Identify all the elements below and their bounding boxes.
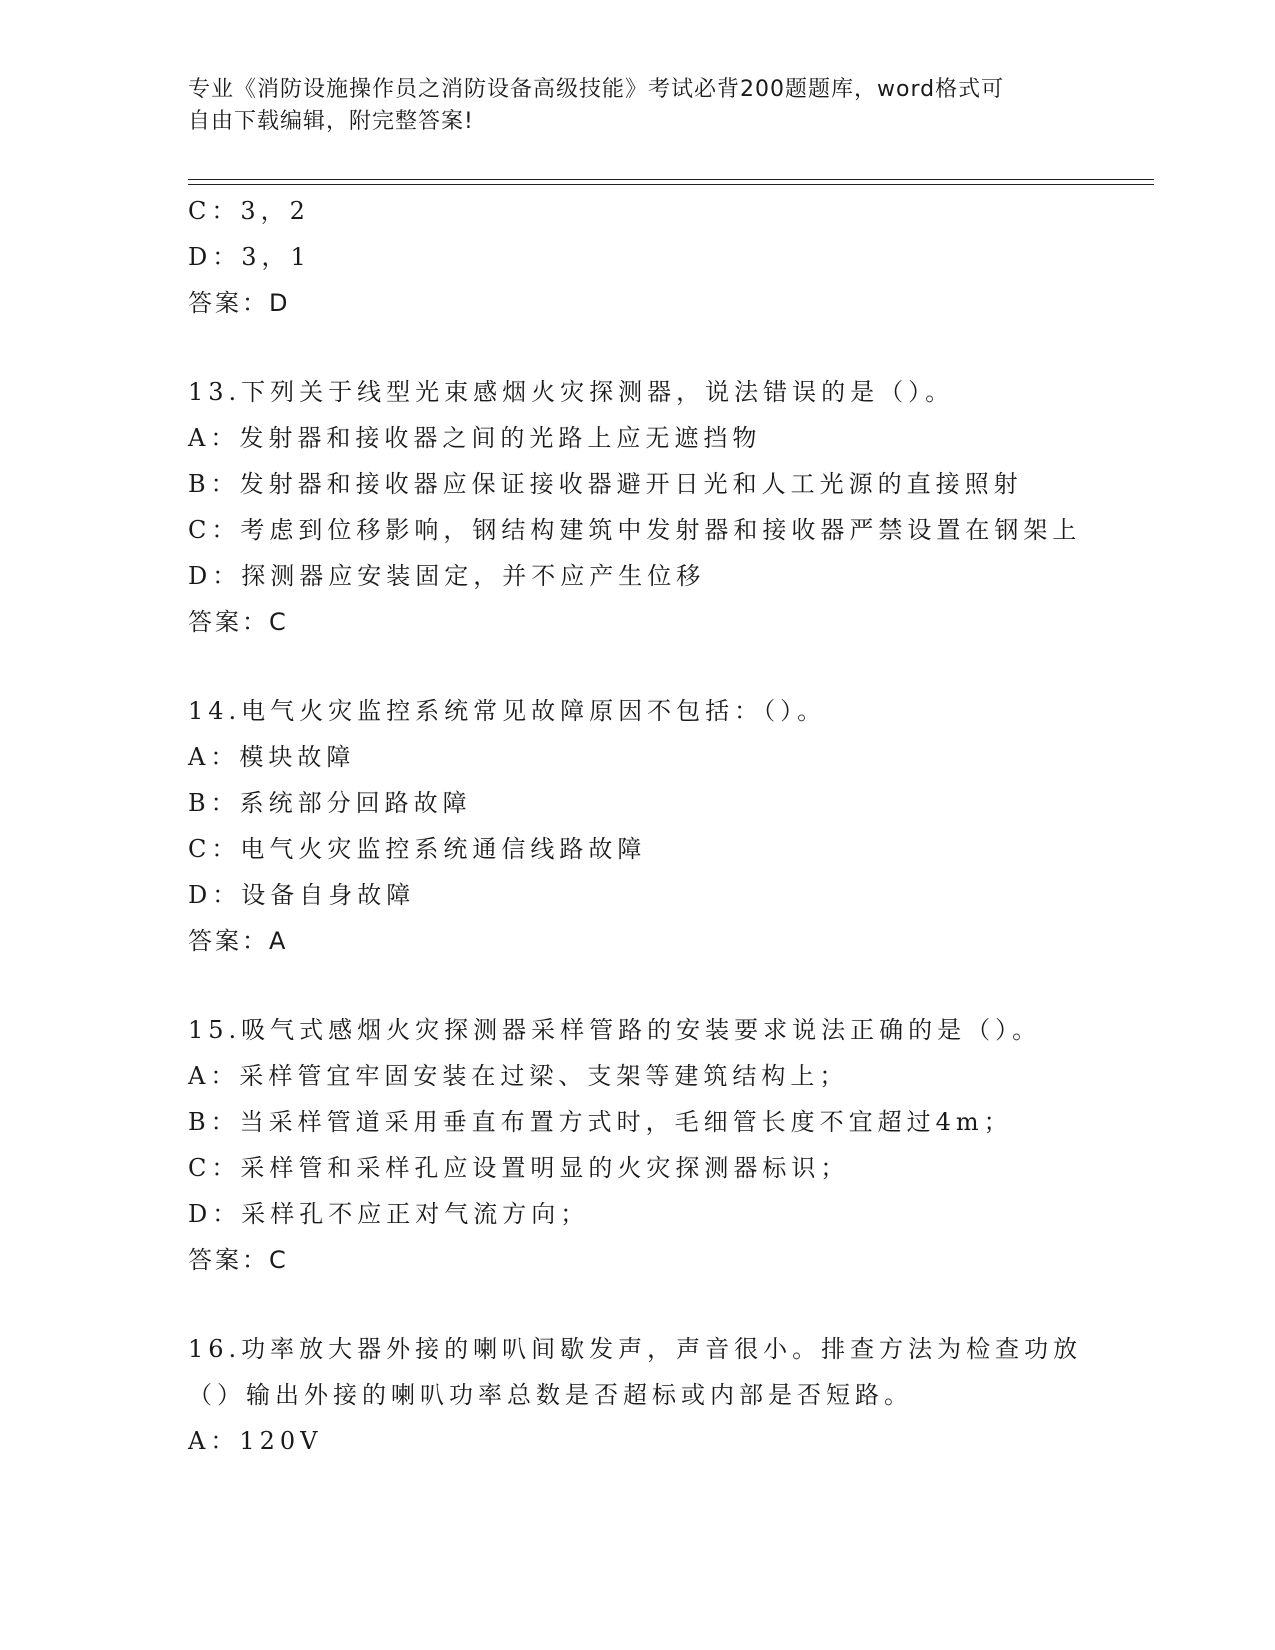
document-header (188, 74, 1108, 138)
spacer (188, 326, 1188, 369)
option-a: A：采样管宜牢固安装在过梁、支架等建筑结构上； (188, 1062, 849, 1090)
option-c: C：考虑到位移影响，钢结构建筑中发射器和接收器严禁设置在钢架上 (188, 516, 1082, 544)
answer-line: 答案：C (188, 608, 289, 636)
answer-line: 答案：A (188, 927, 289, 955)
option-d: D：采样孔不应正对气流方向； (188, 1200, 590, 1228)
header-line-2: 自由下载编辑，附完整答案! (188, 109, 474, 134)
option-d: D：3，1 (188, 243, 311, 271)
option-a: A：发射器和接收器之间的光路上应无遮挡物 (188, 424, 762, 452)
question-stem: 15.吸气式感烟火灾探测器采样管路的安装要求说法正确的是（）。 (188, 1016, 1042, 1044)
option-a: A：模块故障 (188, 743, 356, 771)
option-c: C：电气火灾监控系统通信线路故障 (188, 835, 647, 863)
header-divider-top (188, 179, 1154, 180)
option-b: B：发射器和接收器应保证接收器避开日光和人工光源的直接照射 (188, 470, 1023, 498)
spacer (188, 645, 1188, 688)
answer-line: 答案：D (188, 289, 291, 317)
question-stem: 13.下列关于线型光束感烟火灾探测器，说法错误的是（）。 (188, 378, 955, 406)
option-d: D：探测器应安装固定，并不应产生位移 (188, 562, 706, 590)
spacer (188, 964, 1188, 1007)
question-stem: 16.功率放大器外接的喇叭间歇发声，声音很小。排查方法为检查功放 (188, 1335, 1083, 1363)
header-divider-bottom (188, 184, 1154, 185)
answer-line: 答案：C (188, 1246, 289, 1274)
question-stem: 14.电气火灾监控系统常见故障原因不包括：（）。 (188, 697, 827, 725)
option-c: C：3，2 (188, 197, 310, 225)
option-a: A：120V (188, 1427, 323, 1455)
question-list (188, 188, 1188, 1464)
option-c: C：采样管和采样孔应设置明显的火灾探测器标识； (188, 1154, 850, 1182)
header-line-1: 专业《消防设施操作员之消防设备高级技能》考试必背200题题库，word格式可 (188, 77, 1005, 102)
option-d: D：设备自身故障 (188, 881, 416, 909)
spacer (188, 1283, 1188, 1326)
option-b: B：当采样管道采用垂直布置方式时，毛细管长度不宜超过4m； (188, 1108, 1013, 1136)
question-stem-continued: （）输出外接的喇叭功率总数是否超标或内部是否短路。 (188, 1381, 913, 1409)
option-b: B：系统部分回路故障 (188, 789, 472, 817)
